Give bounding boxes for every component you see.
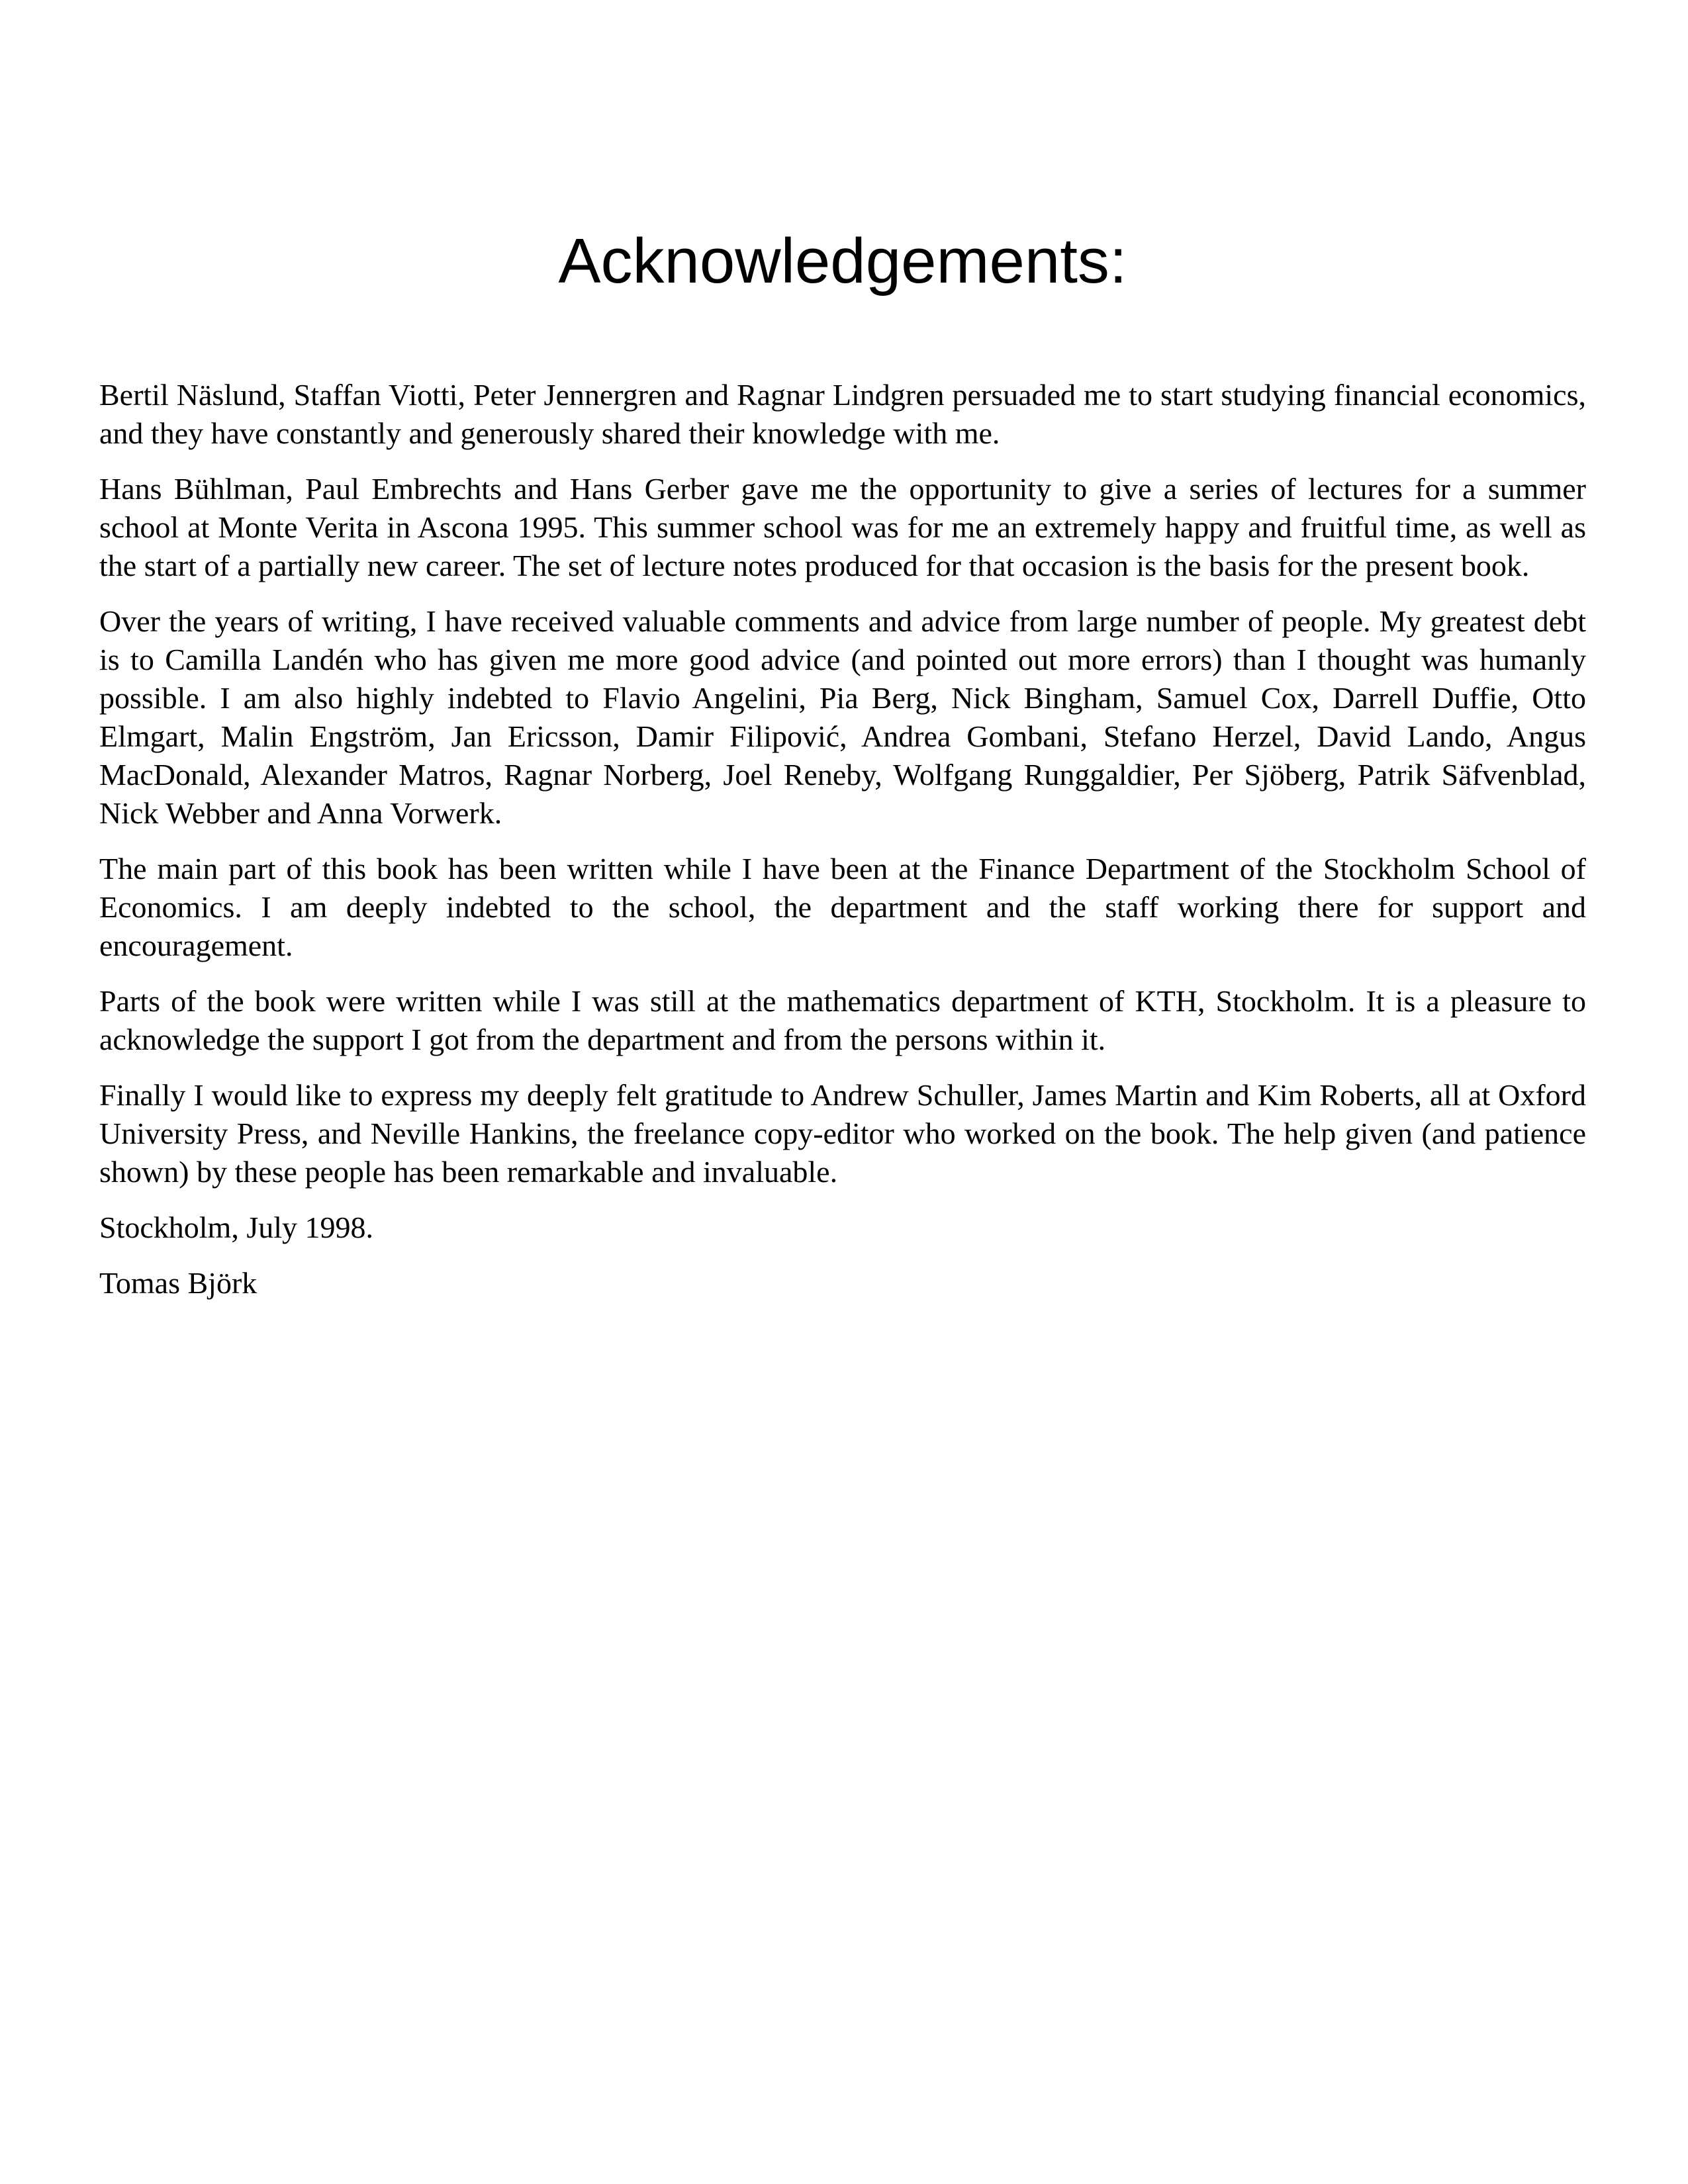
place-date: Stockholm, July 1998. [99,1210,374,1244]
paragraph-comments-advice: Over the years of writing, I have received valuable comments and advice from large number of people. My greatest debt is to Camilla Landén who has given me more good advice (and pointed out more errors) than I thought was humanly possible. I am also highly indebted to Flavio Angelini, Pia Berg, Nick Bingham, Samuel Cox, Darrell Duffie, Otto Elmgart, Malin Engström, Jan Ericsson, Damir Filipović, Andrea Gombani, Stefano Herzel, David Lando, Angus MacDonald, Alexander Matros, Ragnar Norberg, Joel Reneby, Wolfgang Runggaldier, Per Sjöberg, Patrik Säfvenblad, Nick Webber and Anna Vorwerk. [99,604,1586,830]
paragraph-mentors: Bertil Näslund, Staffan Viotti, Peter Jennergren and Ragnar Lindgren persuaded me to start studying financial economics, and they have constantly and generously shared their knowledge with me. [99,378,1586,450]
page-title: Acknowledgements: [558,226,1127,296]
paragraph-summer-school: Hans Bühlman, Paul Embrechts and Hans Gerber gave me the opportunity to give a series of lectures for a summer school at Monte Verita in Ascona 1995. This summer school was for me an extremely happy and fruitful time, as well as the start of a partially new career. The set of lecture notes produced for that occasion is the basis for the present book. [99,472,1586,582]
paragraph-publisher: Finally I would like to express my deeply felt gratitude to Andrew Schuller, James Martin and Kim Roberts, all at Oxford University Press, and Neville Hankins, the freelance copy-editor who worked on the book. The help given (and patience shown) by these people has been remarkable and invaluable. [99,1078,1586,1189]
paragraph-stockholm-school: The main part of this book has been written while I have been at the Finance Department of the Stockholm School of Economics. I am deeply indebted to the school, the department and the staff working there for support and encouragement. [99,852,1586,962]
document-body [99,376,1586,1302]
author-signature: Tomas Björk [99,1266,258,1300]
paragraph-kth: Parts of the book were written while I was still at the mathematics department of KTH, Stockholm. It is a pleasure to acknowledge the support I got from the department and from the persons within it. [99,984,1586,1056]
document-page [99,218,1586,1320]
